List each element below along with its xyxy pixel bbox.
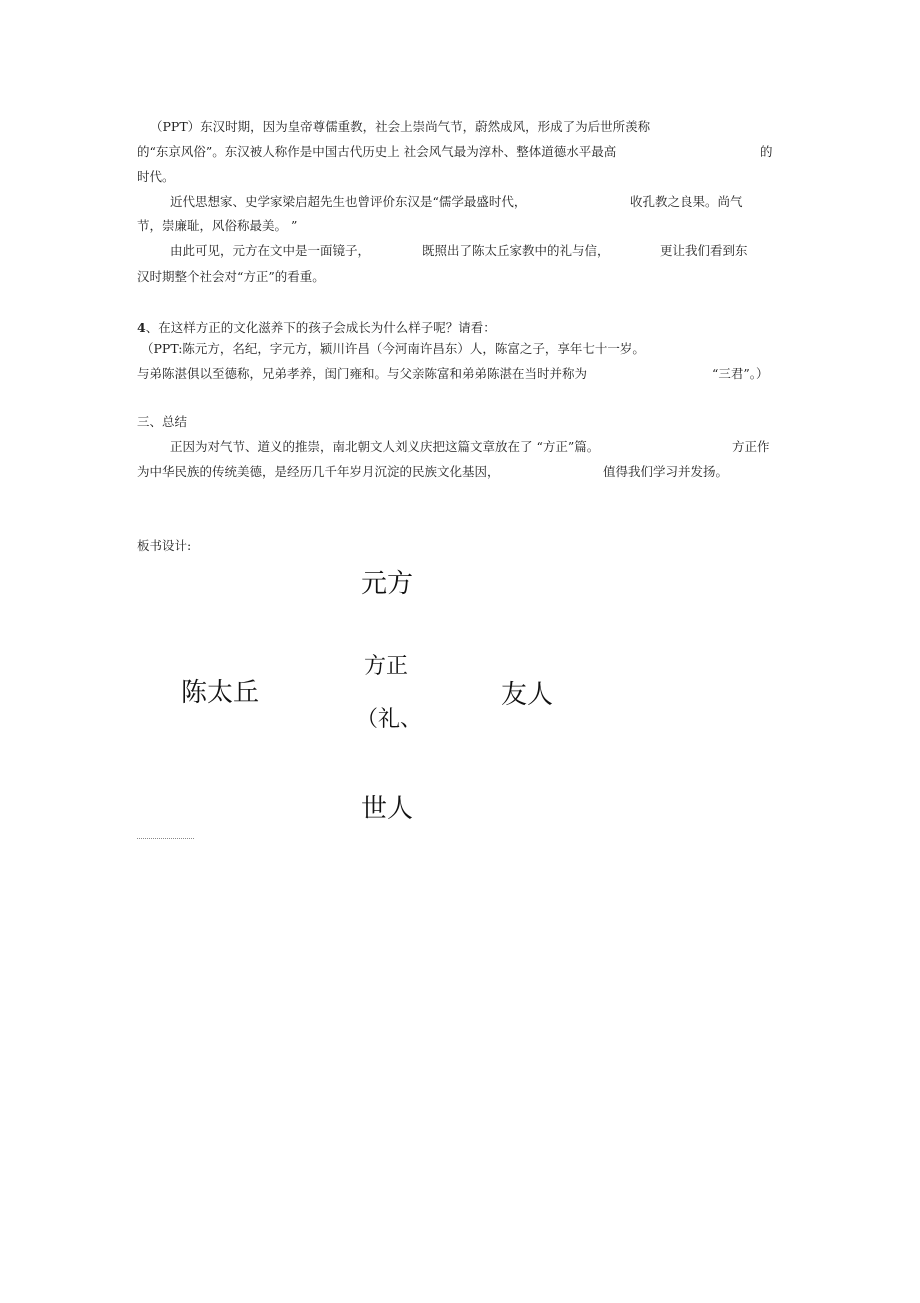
board-center-line2: （礼、 (356, 707, 423, 732)
section4-heading (137, 322, 496, 335)
paragraph-mirror-line1a: 由此可见，元方在文中是一面镜子， (170, 243, 371, 258)
paragraph-donghan-line1: （PPT）东汉时期，因为皇帝尊儒重教，社会上崇尚气节，蔚然成风，形成了为后世所羡称 (150, 119, 651, 134)
board-bottom-text: 世人 (361, 794, 414, 824)
paragraph-liangqichao-line1-end: 收孔教之良果。尚气 (630, 194, 743, 209)
board-label: 板书设计: (137, 538, 192, 553)
summary-line1: 正因为对气节、道义的推崇，南北朝文人刘义庆把这篇文章放在了 “方正”篇。 (170, 439, 600, 454)
board-center-line1: 方正 (364, 654, 409, 679)
section4-heading-text: 、在这样方正的文化滋养下的孩子会成长为什么样子呢？请看： (145, 320, 496, 335)
section4-line2: 与弟陈湛俱以至德称，兄弟孝养，闺门雍和。与父亲陈富和弟弟陈湛在当时并称为 (137, 366, 588, 381)
paragraph-donghan-line2-end: 的 (760, 144, 773, 159)
board-left-text: 陈太丘 (181, 678, 260, 708)
section4-line2-end: “三君”。） (712, 366, 769, 381)
summary-line2-end: 值得我们学习并发扬。 (603, 464, 729, 479)
paragraph-mirror-line2: 汉时期整个社会对“方正”的看重。 (137, 269, 325, 284)
section4-heading-number: 4 (137, 320, 146, 335)
footer-dotted-rule (137, 838, 194, 839)
summary-line2: 为中华民族的传统美德，是经历几千年岁月沉淀的民族文化基因， (137, 464, 500, 479)
summary-heading: 三、总结 (137, 414, 188, 429)
paragraph-donghan-line2: 的“东京风俗”。东汉被人称作是中国古代历史上 社会风气最为淳朴、整体道德水平最高 (137, 144, 617, 159)
paragraph-liangqichao-line2: 节，崇廉耻，风俗称最美。 ” (137, 218, 298, 233)
section4-line1: （PPT:陈元方，名纪，字元方，颍川许昌（今河南许昌东）人，陈富之子，享年七十一岁。 (141, 341, 645, 356)
summary-line1-end: 方正作 (732, 439, 770, 454)
board-top-text: 元方 (361, 569, 414, 599)
paragraph-donghan-line3: 时代。 (137, 169, 175, 184)
paragraph-mirror-line1c: 更让我们看到东 (660, 243, 748, 258)
board-right-text: 友人 (501, 680, 554, 710)
paragraph-liangqichao-line1: 近代思想家、史学家梁启超先生也曾评价东汉是“儒学最盛时代， (170, 194, 527, 209)
paragraph-mirror-line1b: 既照出了陈太丘家教中的礼与信， (422, 243, 610, 258)
